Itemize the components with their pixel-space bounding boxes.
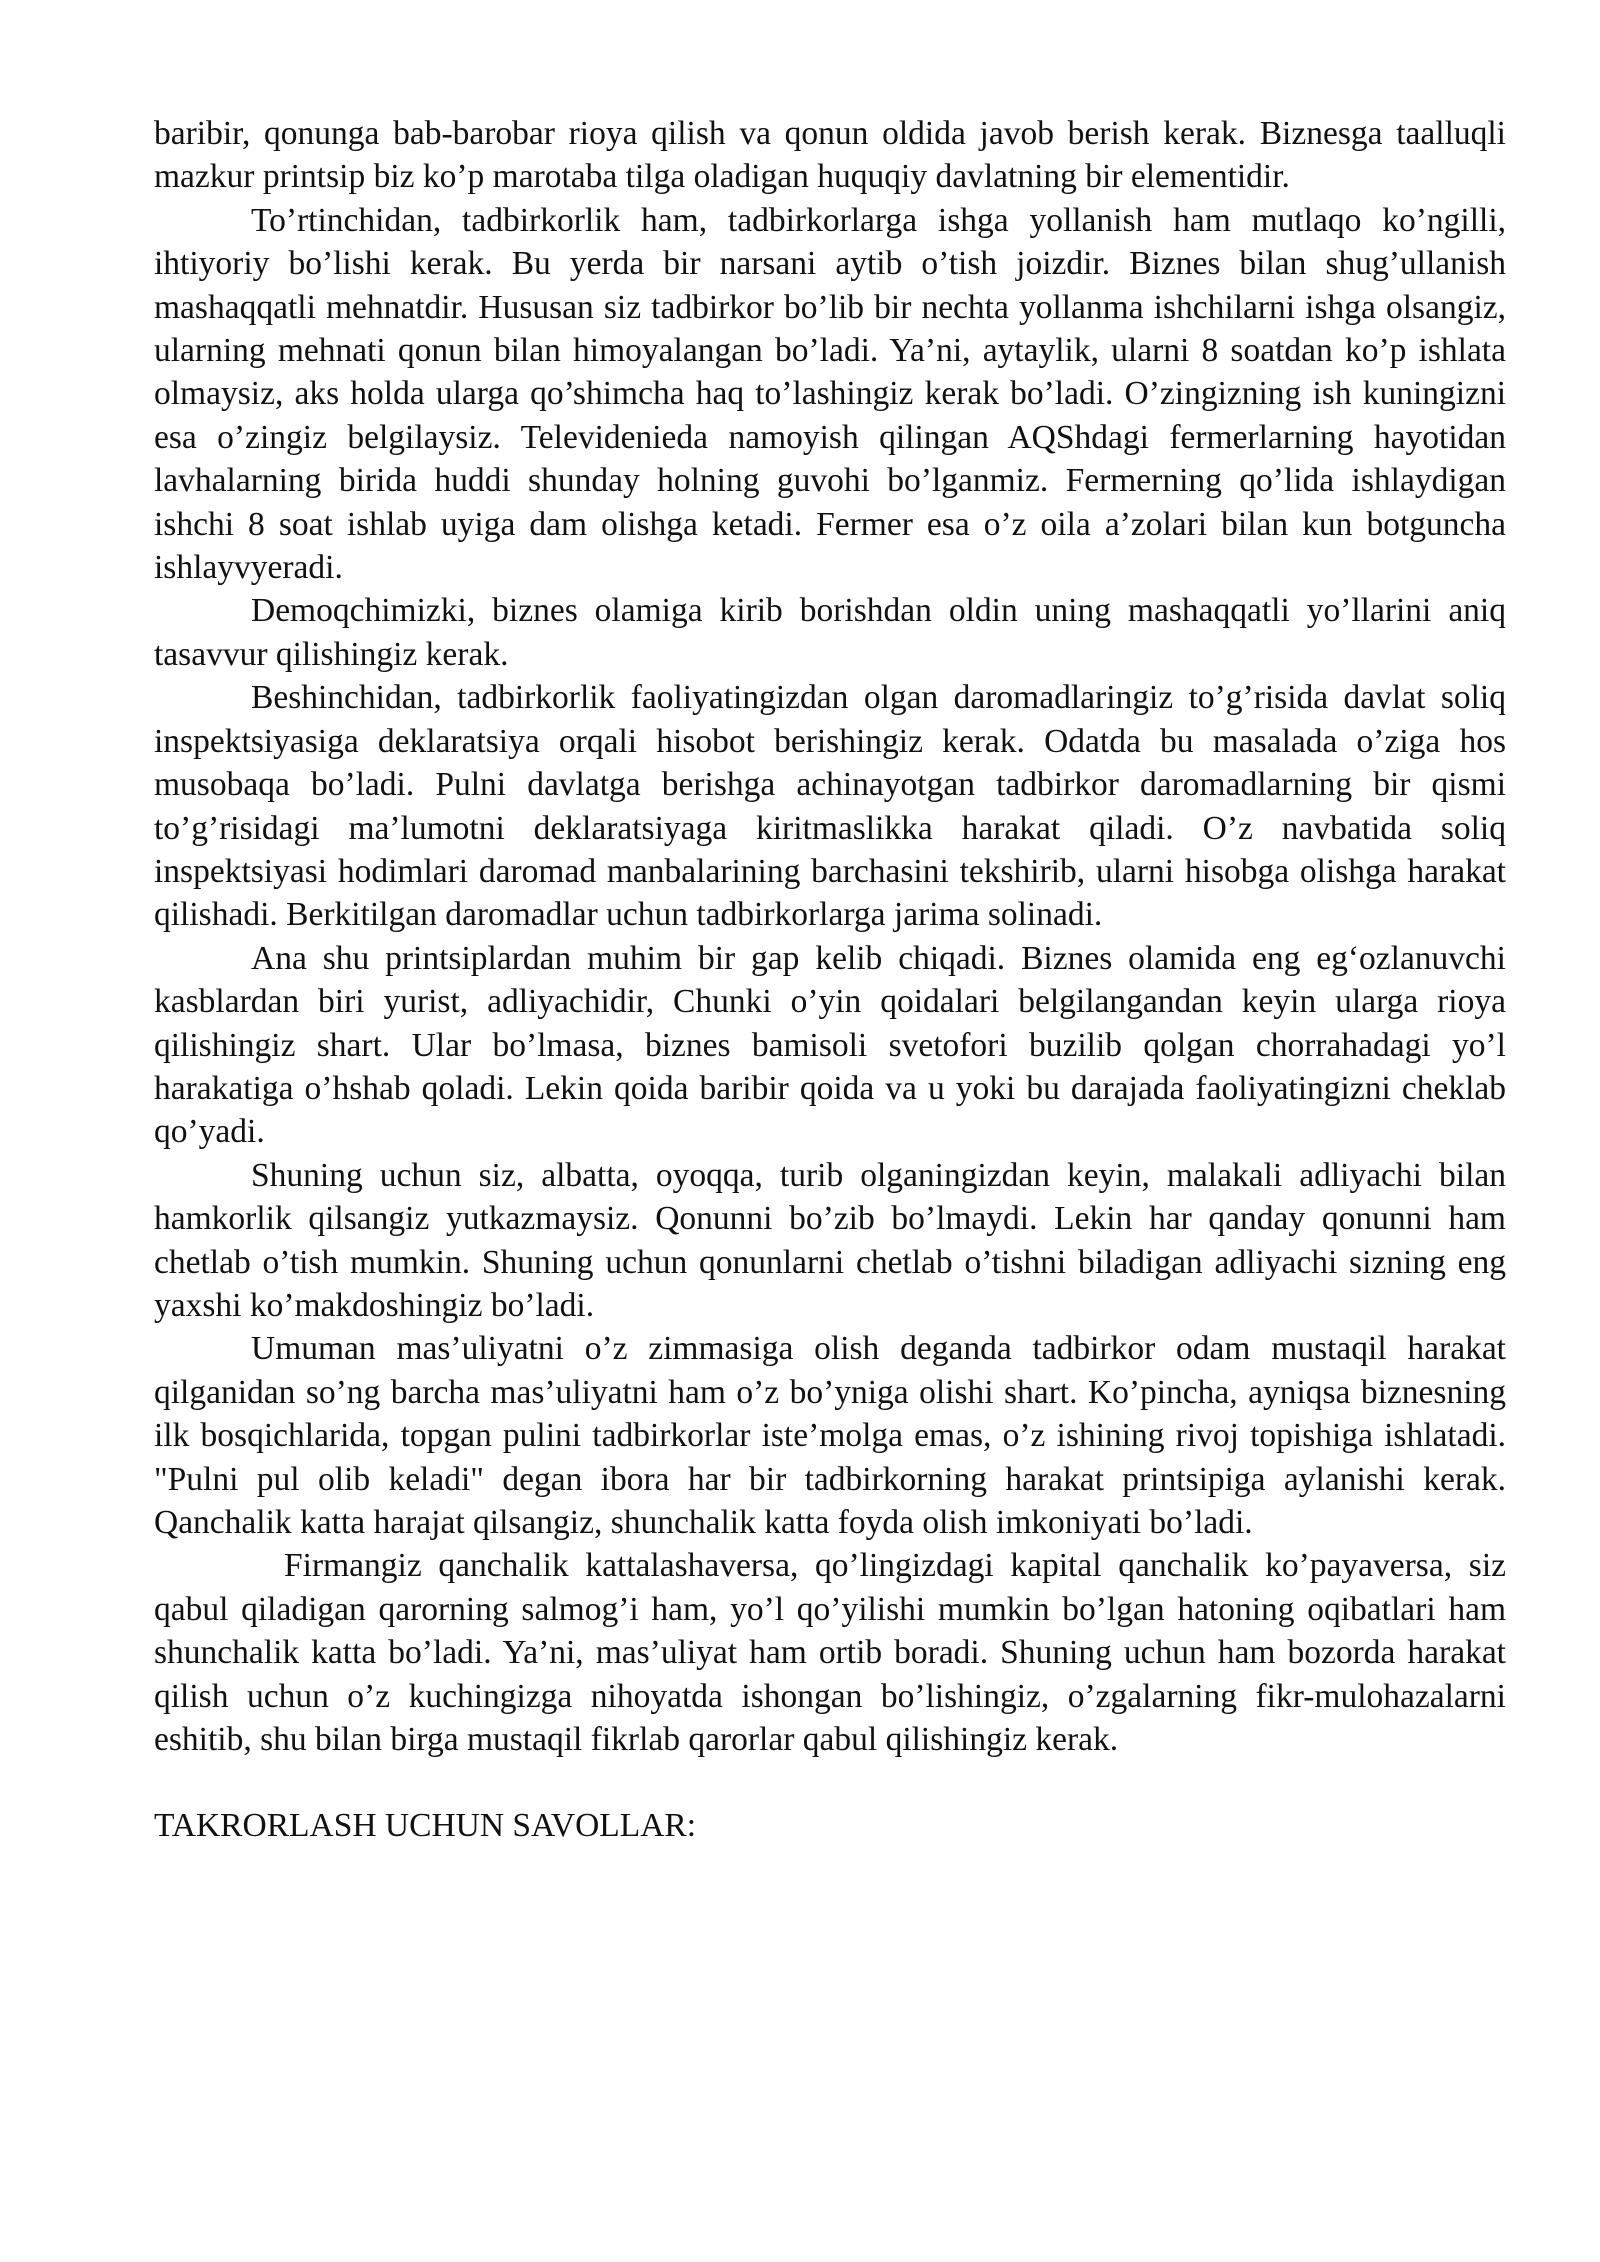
paragraph-fourthly: To’rtinchidan, tadbirkorlik ham, tadbirkorlarga ishga yollanish ham mutlaqo ko’ngilli, ihtiyoriy bo’lishi kerak. Bu yerda bir narsani aytib o’tish joizdir. Biznes bilan shug’ullanish mashaqqatli mehnatdir. Hususan siz tadbirkor bo’lib bir nechta yollanma ishchilarni ishga olsangiz, ularning mehnati qonun bilan himoyalangan bo’ladi. Ya’ni, aytaylik, ularni 8 soatdan ko’p ishlata olmaysiz, aks holda ularga qo’shimcha haq to’lashingiz kerak bo’ladi. O’zingizning ish kuningizni esa o’zingiz belgilaysiz. Televidenieda namoyish qilingan AQShdagi fermerlarning hayotidan lavhalarning birida huddi shunday holning guvohi bo’lganmiz. Fermerning qo’lida ishlaydigan ishchi 8 soat ishlab uyiga dam olishga ketadi. Fermer esa o’z oila a’zolari bilan kun botguncha ishlayvyeradi. bbox=[154, 201, 1506, 587]
paragraph-firm-growth: Firmangiz qanchalik kattalashaversa, qo’lingizdagi kapital qanchalik ko’payaversa, siz qabul qiladigan qarorning salmog’i ham, yo’l qo’yilishi mumkin bo’lgan hatoning oqibatlari ham shunchalik katta bo’ladi. Ya’ni, mas’uliyat ham ortib boradi. Shuning uchun ham bozorda harakat qilish uchun o’z kuchingizga nihoyatda ishongan bo’lishingiz, o’zgalarning fikr-mulohazalarni eshitib, shu bilan birga mustaqil fikrlab qarorlar qabul qilishingiz kerak. bbox=[154, 1547, 1506, 1759]
paragraph-principles: Ana shu printsiplardan muhim bir gap kelib chiqadi. Biznes olamida eng eg‘ozlanuvchi kasblardan biri yurist, adliyachidir, Chunki o’yin qoidalari belgilangandan keyin ularga rioya qilishingiz shart. Ular bo’lmasa, biznes bamisoli svetofori buzilib qolgan chorrahadagi yo’l harakatiga o’hshab qoladi. Lekin qoida baribir qoida va u yoki bu darajada faoliyatingizni cheklab qo’yadi. bbox=[154, 939, 1506, 1151]
document-page bbox=[154, 112, 1506, 1848]
paragraph-fifthly: Beshinchidan, tadbirkorlik faoliyatingizdan olgan daromadlaringiz to’g’risida davlat soliq inspektsiyasiga deklaratsiya orqali hisobot berishingiz kerak. Odatda bu masalada o’ziga hos musobaqa bo’ladi. Pulni davlatga berishga achinayotgan tadbirkor daromadlarning bir qismi to’g’risidagi ma’lumotni deklaratsiyaga kiritmaslikka harakat qiladi. O’z navbatida soliq inspektsiyasi hodimlari daromad manbalarining barchasini tekshirib, ularni hisobga olishga harakat qilishadi. Berkitilgan daromadlar uchun tadbirkorlarga jarima solinadi. bbox=[154, 679, 1506, 934]
paragraph-continuation: baribir, qonunga bab-barobar rioya qilish va qonun oldida javob berish kerak. Biznesga taalluqli mazkur printsip biz ko’p marotaba tilga oladigan huquqiy davlatning bir elementidir. bbox=[154, 115, 1506, 196]
review-questions-heading: TAKRORLASH UCHUN SAVOLLAR: bbox=[154, 1807, 697, 1845]
paragraph-lawyer: Shuning uchun siz, albatta, oyoqqa, turib olganingizdan keyin, malakali adliyachi bilan hamkorlik qilsangiz yutkazmaysiz. Qonunni bo’zib bo’lmaydi. Lekin har qanday qonunni ham chetlab o’tish mumkin. Shuning uchun qonunlarni chetlab o’tishni biladigan adliyachi sizning eng yaxshi ko’makdoshingiz bo’ladi. bbox=[154, 1156, 1506, 1324]
paragraph-responsibility: Umuman mas’uliyatni o’z zimmasiga olish deganda tadbirkor odam mustaqil harakat qilganidan so’ng barcha mas’uliyatni ham o’z bo’yniga olishi shart. Ko’pincha, ayniqsa biznesning ilk bosqichlarida, topgan pulini tadbirkorlar iste’molga emas, o’z ishining rivoj topishiga ishlatadi. "Pulni pul olib keladi" degan ibora har bir tadbirkorning harakat printsipiga aylanishi kerak. Qanchalik katta harajat qilsangiz, shunchalik katta foyda olish imkoniyati bo’ladi. bbox=[154, 1330, 1506, 1541]
paragraph-conclusion-note: Demoqchimizki, biznes olamiga kirib borishdan oldin uning mashaqqatli yo’llarini aniq tasavvur qilishingiz kerak. bbox=[154, 592, 1506, 673]
